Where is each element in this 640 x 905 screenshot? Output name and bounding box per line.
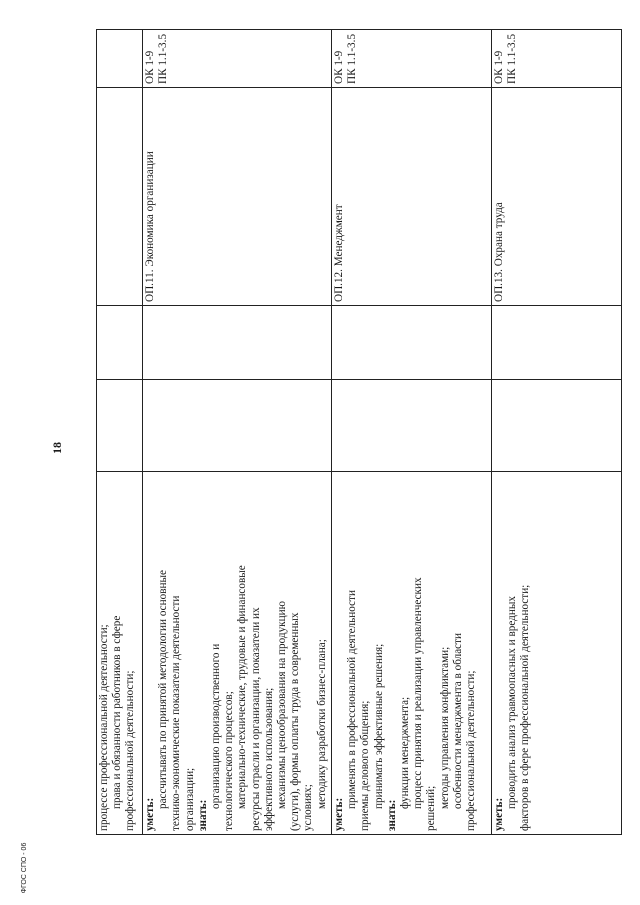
requirement-line: права и обязанности работников в сфере — [111, 615, 124, 809]
requirement-line: особенности менеджмента в области — [451, 633, 464, 809]
requirement-line: методику разработки бизнес-плана; — [315, 639, 328, 809]
empty-cell — [492, 306, 622, 380]
requirements-cell — [97, 472, 143, 835]
requirements-cell — [332, 472, 492, 835]
requirement-line: функции менеджмента; — [399, 696, 412, 809]
requirement-line: технико-экономические показатели деятельности — [170, 595, 183, 831]
discipline-cell — [97, 88, 143, 306]
requirement-line: профессиональной деятельности; — [124, 670, 137, 831]
requirement-line: факторов в сфере профессиональной деятельности; — [519, 584, 532, 831]
requirement-line: технологического процессов; — [223, 691, 236, 831]
requirement-line: процесс принятия и реализации управленческих — [412, 577, 425, 809]
empty-cell — [143, 306, 332, 380]
requirement-line: уметь: — [333, 797, 345, 831]
requirements-cell — [492, 472, 622, 835]
table-row — [492, 30, 622, 835]
page-number: 18 — [50, 442, 64, 454]
competencies-cell: ОК 1-9 ПК 1.1-3.5 — [143, 30, 332, 88]
requirement-line: уметь: — [144, 797, 156, 831]
requirement-line: организации; — [183, 767, 196, 831]
competencies-cell: ОК 1-9 ПК 1.1-3.5 — [332, 30, 492, 88]
requirement-line: (услуги), формы оплаты труда в современных — [289, 612, 302, 831]
empty-cell — [97, 380, 143, 472]
requirement-line: решений; — [425, 785, 438, 831]
requirement-line: приемы делового общения; — [359, 700, 372, 831]
requirement-line: процессе профессиональной деятельности; — [98, 624, 110, 831]
requirement-line: знать: — [196, 799, 209, 831]
requirement-line: методы управления конфликтами; — [438, 646, 451, 809]
empty-cell — [492, 380, 622, 472]
requirement-line: уметь: — [493, 797, 505, 831]
requirement-line: материально-технические, трудовые и финансовые — [236, 565, 249, 809]
empty-cell — [332, 306, 492, 380]
table-row — [143, 30, 332, 835]
discipline-cell: ОП.11. Экономика организации — [143, 88, 332, 306]
empty-cell — [143, 380, 332, 472]
requirement-line: механизмы ценообразования на продукцию — [276, 601, 289, 809]
empty-cell — [332, 380, 492, 472]
requirement-line: условиях; — [302, 784, 315, 831]
requirement-line: эффективного использования; — [262, 687, 275, 831]
discipline-cell: ОП.12. Менеджмент — [332, 88, 492, 306]
table-row — [97, 30, 143, 835]
discipline-cell: ОП.13. Охрана труда — [492, 88, 622, 306]
rotated-table-container — [96, 30, 621, 835]
requirement-line: проводить анализ травмоопасных и вредных — [506, 596, 519, 809]
requirement-line: организацию производственного и — [210, 643, 223, 809]
competencies-cell: ОК 1-9 ПК 1.1-3.5 — [492, 30, 622, 88]
requirement-line: знать: — [385, 799, 398, 831]
table-row — [332, 30, 492, 835]
empty-cell — [97, 306, 143, 380]
requirement-line: рассчитывать по принятой методологии основные — [157, 570, 170, 809]
curriculum-table — [96, 29, 622, 835]
requirement-line: ресурсы отрасли и организации, показатели их — [249, 607, 262, 831]
requirement-line: профессиональной деятельности; — [465, 670, 478, 831]
requirement-line: применять в профессиональной деятельности — [346, 590, 359, 809]
footer-code: ФГОС СПО - 06 — [21, 842, 28, 894]
requirement-line: принимать эффективные решения; — [372, 643, 385, 809]
competencies-cell — [97, 30, 143, 88]
requirements-cell — [143, 472, 332, 835]
